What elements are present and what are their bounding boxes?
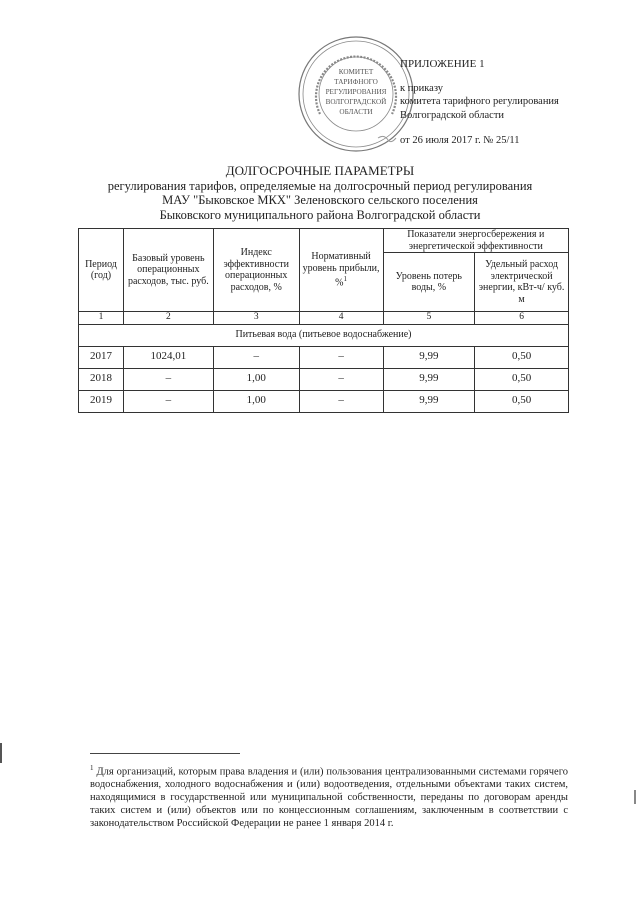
- scan-edge-mark: [0, 743, 2, 763]
- appendix-line: Волгоградской области: [400, 109, 505, 121]
- cell-specific: 0,50: [475, 390, 569, 412]
- header-efficiency-index: Индекс эффективности операционных расходов, %: [213, 229, 299, 312]
- cell-index: 1,00: [213, 368, 299, 390]
- stamp-line: РЕГУЛИРОВАНИЯ: [325, 88, 387, 96]
- stamp-line: ОБЛАСТИ: [339, 108, 373, 116]
- table-row: [79, 390, 569, 412]
- document-subtitle: регулирования тарифов, определяемые на долгосрочный период регулирования: [107, 178, 533, 193]
- official-stamp: [296, 34, 416, 154]
- order-date: от 26 июля 2017 г. № 25/11: [400, 135, 520, 146]
- column-number: 6: [475, 312, 569, 325]
- appendix-block: [400, 58, 635, 148]
- header-energy-group: Показатели энергосбережения и энергетической эффективности: [383, 229, 568, 253]
- document-subtitle: Быковского муниципального района Волгоградской области: [159, 207, 481, 222]
- table-row: [79, 368, 569, 390]
- cell-base: 1024,01: [123, 346, 213, 368]
- appendix-line: к приказу: [400, 82, 443, 94]
- document-title: ДОЛГОСРОЧНЫЕ ПАРАМЕТРЫ: [225, 163, 415, 178]
- cell-period: 2018: [79, 368, 124, 390]
- footnote-text: Для организаций, которым права владения и (или) пользования централизованными системами горячего водоснабжения, холодного водоснабжения и (или) водоотведения, отдельными объектами таких систем, находящимися в государственной или муниципальной собственности, переданы по договорам аренды таких систем и (или) объектов или по концессионным соглашениям, заключенным в соответствии с законодательством Российской Федерации не ранее 1 января 2014 г.: [90, 766, 568, 829]
- header-profit-level: [299, 229, 383, 312]
- cell-profit: –: [299, 390, 383, 412]
- appendix-line: комитета тарифного регулирования: [400, 96, 559, 107]
- cell-specific: 0,50: [475, 346, 569, 368]
- appendix-title: ПРИЛОЖЕНИЕ 1: [400, 58, 485, 70]
- stamp-line: ТАРИФНОГО: [334, 78, 378, 86]
- cell-specific: 0,50: [475, 368, 569, 390]
- column-number: 1: [79, 312, 124, 325]
- header-water-losses: Уровень потерь воды, %: [383, 253, 475, 312]
- cell-index: –: [213, 346, 299, 368]
- table-row: [79, 346, 569, 368]
- header-specific-consumption: Удельный расход электрической энергии, кВт-ч/ куб. м: [475, 253, 569, 312]
- cell-index: 1,00: [213, 390, 299, 412]
- footnote-mark: 1: [90, 764, 94, 772]
- document-heading: [0, 164, 640, 222]
- section-row: Питьевая вода (питьевое водоснабжение): [79, 324, 569, 346]
- cell-losses: 9,99: [383, 390, 475, 412]
- footnote-divider: [90, 753, 240, 754]
- cell-period: 2017: [79, 346, 124, 368]
- header-profit-text: Нормативный уровень прибыли, %: [302, 251, 380, 289]
- header-period: Период (год): [79, 229, 124, 312]
- header-base-costs: Базовый уровень операционных расходов, тыс. руб.: [123, 229, 213, 312]
- parameters-table: [78, 228, 569, 413]
- cell-period: 2019: [79, 390, 124, 412]
- column-number: 3: [213, 312, 299, 325]
- stamp-line: ВОЛГОГРАДСКОЙ: [325, 98, 387, 106]
- footnote-mark: 1: [343, 275, 347, 284]
- cell-profit: –: [299, 368, 383, 390]
- cell-base: –: [123, 390, 213, 412]
- column-number: 2: [123, 312, 213, 325]
- column-number: 5: [383, 312, 475, 325]
- document-subtitle: МАУ "Быковское МКХ" Зеленовского сельского поселения: [162, 193, 478, 207]
- cell-profit: –: [299, 346, 383, 368]
- cell-losses: 9,99: [383, 346, 475, 368]
- scan-edge-mark: [634, 790, 636, 804]
- cell-losses: 9,99: [383, 368, 475, 390]
- column-number: 4: [299, 312, 383, 325]
- footnote: [90, 762, 568, 830]
- cell-base: –: [123, 368, 213, 390]
- stamp-line: КОМИТЕТ: [338, 68, 374, 76]
